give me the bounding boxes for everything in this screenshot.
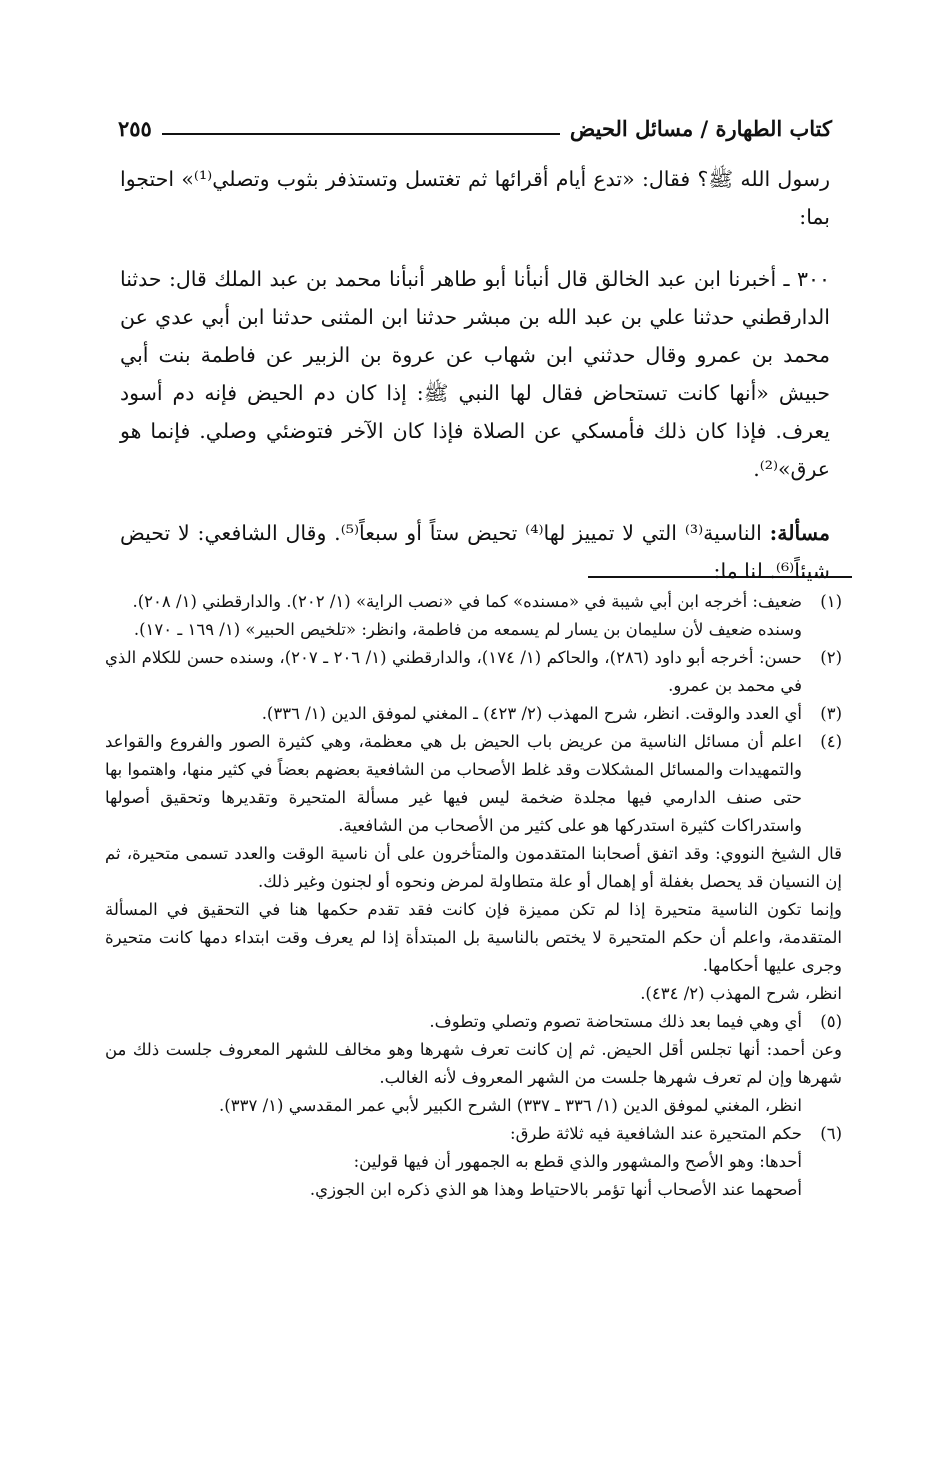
footnote-number: (١) bbox=[820, 592, 842, 611]
footnote-6 bbox=[105, 1120, 842, 1204]
footnote-3 bbox=[105, 700, 842, 728]
footnote-line: أي العدد والوقت. انظر، شرح المهذب (٢/ ٤٢٣) ـ المغني لموفق الدين (١/ ٣٣٦). bbox=[261, 704, 802, 723]
footnote-1 bbox=[105, 588, 842, 644]
footnote-separator bbox=[588, 576, 852, 578]
footnote-2 bbox=[105, 644, 842, 700]
footnote-line: وإنما تكون الناسية متحيرة إذا لم تكن مميزة فإن كانت فقد تقدم حكمها هنا في التحقيق في المسألة المتقدمة، واعلم أن حكم المتحيرة لا يختص بالناسية بل المبتدأة إذا لم يعرف وقت ابتداء دمها كانت متحيرة وجرى عليها أحكامها. bbox=[105, 900, 842, 975]
main-text bbox=[120, 160, 830, 590]
hadith-300: ٣٠٠ ـ أخبرنا ابن عبد الخالق قال أنبأنا أبو طاهر أنبأنا محمد بن عبد الملك قال: حدثنا الدارقطني حدثنا علي بن عبد الله بن مبشر حدثنا ابن المثنى حدثنا ابن أبي عدي عن محمد بن عمرو وقال حدثني ابن شهاب عن عروة بن الزبير عن فاطمة بنت أبي حبيش «أنها كانت تستحاض فقال لها النبي ﷺ: إذا كان دم الحيض فإنه دم أسود يعرف. فإذا كان ذلك فأمسكي عن الصلاة فإذا كان الآخر فتوضئي وصلي. فإنما هو عرق»⁽²⁾. bbox=[120, 267, 830, 481]
footnote-number: (٦) bbox=[820, 1124, 842, 1143]
footnote-line: حكم المتحيرة عند الشافعية فيه ثلاثة طرق: bbox=[510, 1124, 802, 1143]
footnote-line: حسن: أخرجه أبو داود (٢٨٦)، والحاكم (١/ ١٧٤)، والدارقطني (١/ ٢٠٦ ـ ٢٠٧)، وسنده حسن للكلام الذي في محمد بن عمرو. bbox=[105, 648, 803, 695]
masala-text: الناسية⁽³⁾ التي لا تمييز لها⁽⁴⁾ تحيض ستاً أو سبعاً⁽⁵⁾. وقال الشافعي: لا تحيض شيئاً⁽⁶⁾. لنا ما: bbox=[120, 521, 830, 583]
footnote-number: (٥) bbox=[820, 1012, 842, 1031]
footnote-4 bbox=[105, 728, 842, 840]
footnote-line: اعلم أن مسائل الناسية من عريض باب الحيض بل هي معظمة، وهي كثيرة الصور والفروع والقواعد والتمهيدات والمسائل المشكلات وقد غلط الأصحاب من الشافعية بعضهم بعضاً في كثير منها، واهتموا بها حتى صنف الدارمي فيها مجلدة ضخمة ليس فيها غير مسألة المتحيرة وتقديرها وتحقيق أصولها واستدراكات كثيرة استدركها هو على كثير من الأصحاب من الشافعية. bbox=[105, 732, 802, 835]
paragraph-1: رسول الله ﷺ؟ فقال: «تدع أيام أقرائها ثم تغتسل وتستذفر بثوب وتصلي⁽¹⁾» احتجوا بما: bbox=[120, 167, 830, 229]
footnote-line: وسنده ضعيف لأن سليمان بن يسار لم يسمعه من فاطمة، وانظر: «تلخيص الحبير» (١/ ١٦٩ ـ ١٧٠). bbox=[133, 620, 802, 639]
footnote-line: وعن أحمد: أنها تجلس أقل الحيض. ثم إن كانت تعرف شهرها وهو مخالف للشهر المعروف جلست ذلك من شهرها وإن لم تعرف شهرها جلست من الشهر المعروف لأنه الغالب. bbox=[105, 1040, 842, 1087]
footnote-line: قال الشيخ النووي: وقد اتفق أصحابنا المتقدمون والمتأخرون على أن ناسية الوقت والعدد تسمى متحيرة، ثم إن النسيان قد يحصل بغفلة أو إهمال أو علة متطاولة لمرض ونحوه أو لجنون وغير ذلك. bbox=[105, 844, 842, 891]
header-rule bbox=[162, 133, 560, 135]
footnote-line: ضعيف: أخرجه ابن أبي شيبة في «مسنده» كما في «نصب الراية» (١/ ٢٠٢). والدارقطني (١/ ٢٠٨). bbox=[132, 592, 802, 611]
footnote-line: أي وهي فيما بعد ذلك مستحاضة تصوم وتصلي وتطوف. bbox=[429, 1012, 802, 1031]
footnote-number: (٣) bbox=[820, 704, 842, 723]
footnote-line: أصحهما عند الأصحاب أنها تؤمر بالاحتياط وهذا هو الذي ذكره ابن الجوزي. bbox=[309, 1180, 802, 1199]
footnote-line: انظر، شرح المهذب (٢/ ٤٣٤). bbox=[640, 984, 842, 1003]
footnote-line: أحدها: وهو الأصح والمشهور والذي قطع به الجمهور أن فيها قولين: bbox=[353, 1152, 802, 1171]
page-number: ٢٥٥ bbox=[118, 115, 152, 141]
footnote-number: (٢) bbox=[820, 648, 842, 667]
footnote-line: انظر، المغني لموفق الدين (١/ ٣٣٦ ـ ٣٣٧) الشرح الكبير لأبي عمر المقدسي (١/ ٣٣٧). bbox=[219, 1096, 802, 1115]
masala-label: مسألة: bbox=[769, 521, 830, 545]
footnote-4-continuation bbox=[105, 840, 842, 1008]
header-title: كتاب الطهارة / مسائل الحيض bbox=[569, 115, 832, 141]
footnote-5-continuation bbox=[105, 1036, 842, 1120]
footnote-number: (٤) bbox=[820, 732, 842, 751]
running-header bbox=[118, 108, 832, 148]
footnote-5 bbox=[105, 1008, 842, 1036]
masala-paragraph bbox=[120, 514, 830, 590]
footnotes bbox=[105, 588, 842, 1204]
